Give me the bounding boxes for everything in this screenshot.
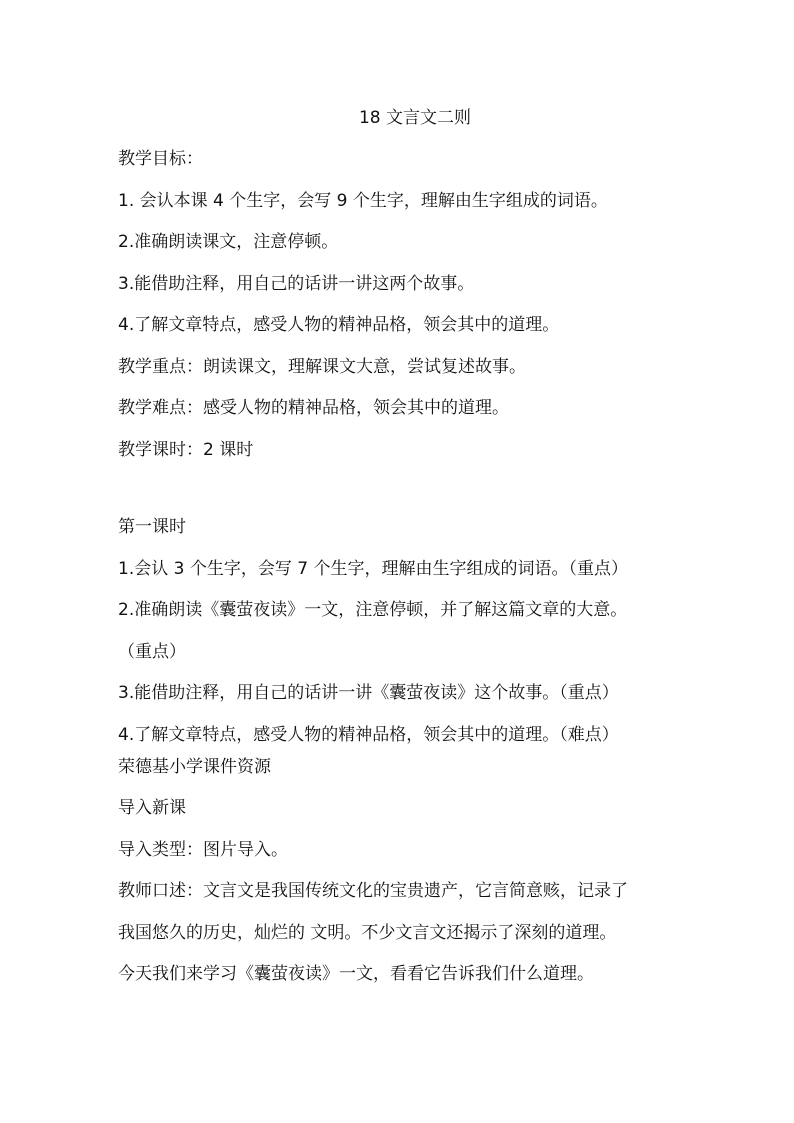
lesson1-goal-item: （重点） [118, 641, 186, 662]
goals-heading: 教学目标： [118, 149, 203, 169]
class-periods: 教学课时：2 课时 [118, 439, 254, 460]
intro-heading: 导入新课 [118, 798, 186, 818]
difficulty: 教学难点：感受人物的精神品格，领会其中的道理。 [118, 398, 509, 418]
resource-line: 荣德基小学课件资源 [118, 756, 271, 777]
goal-item: 2.准确朗读课文，注意停顿。 [118, 232, 339, 252]
lesson1-goal-item: 1.会认 3 个生字，会写 7 个生字，理解由生字组成的词语。（重点） [118, 558, 628, 579]
blank-line [118, 477, 694, 513]
lesson1-heading: 第一课时 [118, 517, 186, 537]
lesson1-goal-item: 3.能借助注释，用自己的话讲一讲《囊萤夜读》这个故事。（重点） [118, 683, 619, 703]
teacher-narration-line: 我国悠久的历史，灿烂的 文明。不少文言文还揭示了深刻的道理。 [118, 922, 617, 943]
goal-item: 1. 会认本课 4 个生字，会写 9 个生字，理解由生字组成的词语。 [118, 190, 608, 211]
document-title: 18 文言文二则 [358, 108, 472, 128]
teacher-narration-line: 教师口述：文言文是我国传统文化的宝贵遗产，它言简意赅，记录了 [118, 881, 628, 901]
key-point: 教学重点：朗读课文，理解课文大意，尝试复述故事。 [118, 356, 526, 377]
lesson1-goal-item: 2.准确朗读《囊萤夜读》一文，注意停顿，并了解这篇文章的大意。 [118, 600, 628, 620]
goal-item: 4.了解文章特点，感受人物的精神品格，领会其中的道理。 [118, 315, 560, 335]
intro-type: 导入类型：图片导入。 [118, 839, 288, 860]
goal-item: 3.能借助注释，用自己的话讲一讲这两个故事。 [118, 273, 475, 294]
teacher-narration-line: 今天我们来学习《囊萤夜读》一文，看看它告诉我们什么道理。 [118, 964, 594, 984]
lesson1-goal-item: 4.了解文章特点，感受人物的精神品格，领会其中的道理。（难点） [118, 724, 619, 745]
